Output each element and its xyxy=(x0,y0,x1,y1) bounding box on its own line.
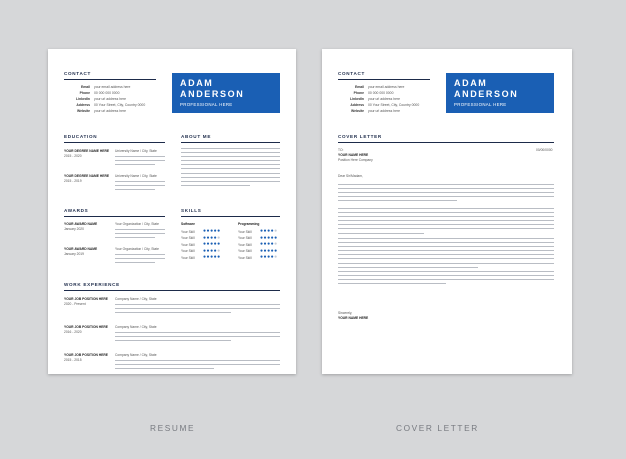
award-description xyxy=(115,254,165,266)
name-banner xyxy=(172,73,280,113)
rating-dot-icon: ● xyxy=(270,234,275,241)
rating-dot-icon: ● xyxy=(274,247,278,254)
awards-heading: AWARDS xyxy=(64,208,89,213)
cover-letter-page xyxy=(322,49,572,374)
degree-name: YOUR DEGREE NAME HERE xyxy=(64,149,110,153)
rating-dot-icon: ● xyxy=(210,228,214,234)
experience-heading: WORK EXPERIENCE xyxy=(64,282,120,287)
rating-dot-icon: ● xyxy=(206,228,211,234)
rating-dot-icon: ● xyxy=(260,241,264,247)
contact-value: your url address here xyxy=(94,109,127,113)
first-name: ADAM xyxy=(180,78,214,88)
experience-rule xyxy=(64,290,280,291)
education-description xyxy=(115,181,165,193)
rating-dot-icon: ● xyxy=(206,254,211,260)
rating-dot-icon: ● xyxy=(213,234,218,241)
last-name: ANDERSON xyxy=(454,89,519,99)
rating-dot-icon: ● xyxy=(270,247,275,254)
rating-dot-icon: ● xyxy=(274,234,278,241)
contact-value: 00 000 000 0000 xyxy=(368,91,394,95)
award-org: Your Organization / City, State xyxy=(115,247,159,251)
skills-heading: SKILLS xyxy=(181,208,202,213)
skill-rating xyxy=(260,236,278,241)
contact-label: LinkedIn xyxy=(76,97,90,101)
rating-dot-icon: ● xyxy=(213,228,218,234)
skills-group-title: Programming xyxy=(238,222,260,226)
rating-dot-icon: ● xyxy=(270,241,275,247)
job-title: YOUR JOB POSITION HERE xyxy=(64,325,108,329)
award-name: YOUR AWARD NAME xyxy=(64,247,98,251)
letter-date: 00/00/0000 xyxy=(536,148,553,152)
rating-dot-icon: ● xyxy=(210,254,214,260)
about-text xyxy=(181,148,280,189)
skill-rating xyxy=(203,236,221,241)
contact-label: Email xyxy=(354,85,364,89)
contact-value: 00 Your Street, City, Country 0000 xyxy=(94,103,146,107)
letter-paragraph xyxy=(338,184,554,204)
contact-rule xyxy=(64,79,156,80)
cover-letter-heading: COVER LETTER xyxy=(338,134,382,139)
rating-dot-icon: ● xyxy=(217,241,221,247)
job-description xyxy=(115,304,280,316)
rating-dot-icon: ● xyxy=(267,241,271,247)
award-description xyxy=(115,229,165,241)
rating-dot-icon: ● xyxy=(213,247,218,254)
degree-years: 2015 - 2019 xyxy=(64,179,82,183)
skill-name: Your Skill xyxy=(181,255,195,260)
first-name: ADAM xyxy=(454,78,488,88)
name-banner xyxy=(446,73,554,113)
rating-dot-icon: ● xyxy=(203,241,207,247)
contact-value: 00 000 000 0000 xyxy=(94,91,120,95)
rating-dot-icon: ● xyxy=(203,247,207,254)
skill-name: Your Skill xyxy=(238,242,252,247)
rating-dot-icon: ● xyxy=(217,247,221,254)
rating-dot-icon: ● xyxy=(267,247,271,254)
awards-rule xyxy=(64,216,165,217)
skills-group-title: Software xyxy=(181,222,195,226)
skill-rating xyxy=(260,242,278,247)
rating-dot-icon: ● xyxy=(274,228,278,234)
contact-value: your url address here xyxy=(368,97,401,101)
skill-row xyxy=(181,255,227,261)
rating-dot-icon: ● xyxy=(206,241,211,247)
job-years: 2020 - Present xyxy=(64,302,86,306)
job-description xyxy=(115,360,280,372)
contact-value: your url address here xyxy=(368,109,401,113)
cover-letter-rule xyxy=(338,142,554,143)
contact-label: Website xyxy=(77,109,90,113)
rating-dot-icon: ● xyxy=(210,247,214,254)
skill-rating xyxy=(260,229,278,234)
rating-dot-icon: ● xyxy=(263,254,268,260)
to-label: TO: xyxy=(338,148,344,152)
degree-years: 2015 - 2020 xyxy=(64,154,82,158)
contact-label: LinkedIn xyxy=(350,97,364,101)
award-date: January 2020 xyxy=(64,227,84,231)
skill-rating xyxy=(260,255,278,260)
skill-name: Your Skill xyxy=(181,236,195,240)
company-name: Company Name / City, State xyxy=(115,353,157,357)
education-heading: EDUCATION xyxy=(64,134,98,139)
job-title: YOUR JOB POSITION HERE xyxy=(64,353,108,357)
contact-heading: CONTACT xyxy=(338,71,366,76)
degree-name: YOUR DEGREE NAME HERE xyxy=(64,174,110,178)
rating-dot-icon: ● xyxy=(217,254,221,260)
rating-dot-icon: ● xyxy=(210,234,214,241)
skill-name: Your Skill xyxy=(238,229,252,234)
award-date: January 2019 xyxy=(64,252,84,256)
signature-name: YOUR NAME HERE xyxy=(338,316,369,320)
contact-label: Address xyxy=(350,103,364,107)
skill-name: Your Skill xyxy=(238,255,252,260)
skill-row xyxy=(238,255,284,261)
last-name: ANDERSON xyxy=(180,89,245,99)
skill-rating xyxy=(203,242,221,247)
education-rule xyxy=(64,142,165,143)
rating-dot-icon: ● xyxy=(274,254,278,260)
contact-label: Email xyxy=(80,85,90,89)
about-heading: ABOUT ME xyxy=(181,134,212,139)
rating-dot-icon: ● xyxy=(213,241,218,247)
rating-dot-icon: ● xyxy=(217,234,221,241)
job-years: 2016 - 2020 xyxy=(64,330,82,334)
job-years: 2015 - 2015 xyxy=(64,358,82,362)
recipient-name: YOUR NAME HERE xyxy=(338,153,369,157)
contact-value: 00 Your Street, City, Country 0000 xyxy=(368,103,420,107)
rating-dot-icon: ● xyxy=(213,254,218,260)
award-name: YOUR AWARD NAME xyxy=(64,222,98,226)
school-name: University Name / City, State xyxy=(115,174,157,178)
letter-paragraph xyxy=(338,208,554,237)
skill-rating xyxy=(203,255,221,260)
rating-dot-icon: ● xyxy=(260,254,264,260)
contact-label: Address xyxy=(76,103,90,107)
rating-dot-icon: ● xyxy=(206,247,211,254)
skill-rating xyxy=(203,229,221,234)
skill-name: Your Skill xyxy=(238,236,252,240)
rating-dot-icon: ● xyxy=(267,234,271,241)
letter-paragraph xyxy=(338,271,554,287)
rating-dot-icon: ● xyxy=(260,247,264,254)
rating-dot-icon: ● xyxy=(274,241,278,247)
resume-label: RESUME xyxy=(150,423,196,433)
skill-rating xyxy=(203,249,221,254)
skill-name: Your Skill xyxy=(181,229,195,234)
recipient-position: Position Here Company xyxy=(338,158,373,162)
rating-dot-icon: ● xyxy=(260,234,264,241)
resume-page xyxy=(48,49,296,374)
contact-label: Phone xyxy=(79,91,90,95)
contact-label: Phone xyxy=(353,91,364,95)
letter-paragraph xyxy=(338,238,554,271)
rating-dot-icon: ● xyxy=(267,254,271,260)
rating-dot-icon: ● xyxy=(267,228,271,234)
skill-rating xyxy=(260,249,278,254)
rating-dot-icon: ● xyxy=(270,228,275,234)
rating-dot-icon: ● xyxy=(203,254,207,260)
company-name: Company Name / City, State xyxy=(115,297,157,301)
rating-dot-icon: ● xyxy=(263,241,268,247)
salutation: Dear Sir/Madam, xyxy=(338,174,363,178)
profession-title: PROFESSIONAL HERE xyxy=(454,102,507,107)
contact-heading: CONTACT xyxy=(64,71,92,76)
contact-rule xyxy=(338,79,430,80)
job-title: YOUR JOB POSITION HERE xyxy=(64,297,108,301)
rating-dot-icon: ● xyxy=(260,228,264,234)
contact-value: your email address here xyxy=(94,85,131,89)
contact-label: Website xyxy=(351,109,364,113)
skill-name: Your Skill xyxy=(181,242,195,247)
profession-title: PROFESSIONAL HERE xyxy=(180,102,233,107)
contact-value: your url address here xyxy=(94,97,127,101)
rating-dot-icon: ● xyxy=(203,228,207,234)
school-name: University Name / City, State xyxy=(115,149,157,153)
about-rule xyxy=(181,142,280,143)
rating-dot-icon: ● xyxy=(270,254,275,260)
cover-letter-label: COVER LETTER xyxy=(396,423,479,433)
company-name: Company Name / City, State xyxy=(115,325,157,329)
rating-dot-icon: ● xyxy=(263,228,268,234)
rating-dot-icon: ● xyxy=(263,234,268,241)
rating-dot-icon: ● xyxy=(210,241,214,247)
rating-dot-icon: ● xyxy=(217,228,221,234)
skills-rule xyxy=(181,216,280,217)
contact-value: your email address here xyxy=(368,85,405,89)
skill-name: Your Skill xyxy=(238,249,252,253)
education-description xyxy=(115,156,165,168)
award-org: Your Organization / City, State xyxy=(115,222,159,226)
closing: Sincerely, xyxy=(338,311,353,315)
skill-name: Your Skill xyxy=(181,249,195,253)
rating-dot-icon: ● xyxy=(263,247,268,254)
rating-dot-icon: ● xyxy=(203,234,207,241)
rating-dot-icon: ● xyxy=(206,234,211,241)
job-description xyxy=(115,332,280,344)
